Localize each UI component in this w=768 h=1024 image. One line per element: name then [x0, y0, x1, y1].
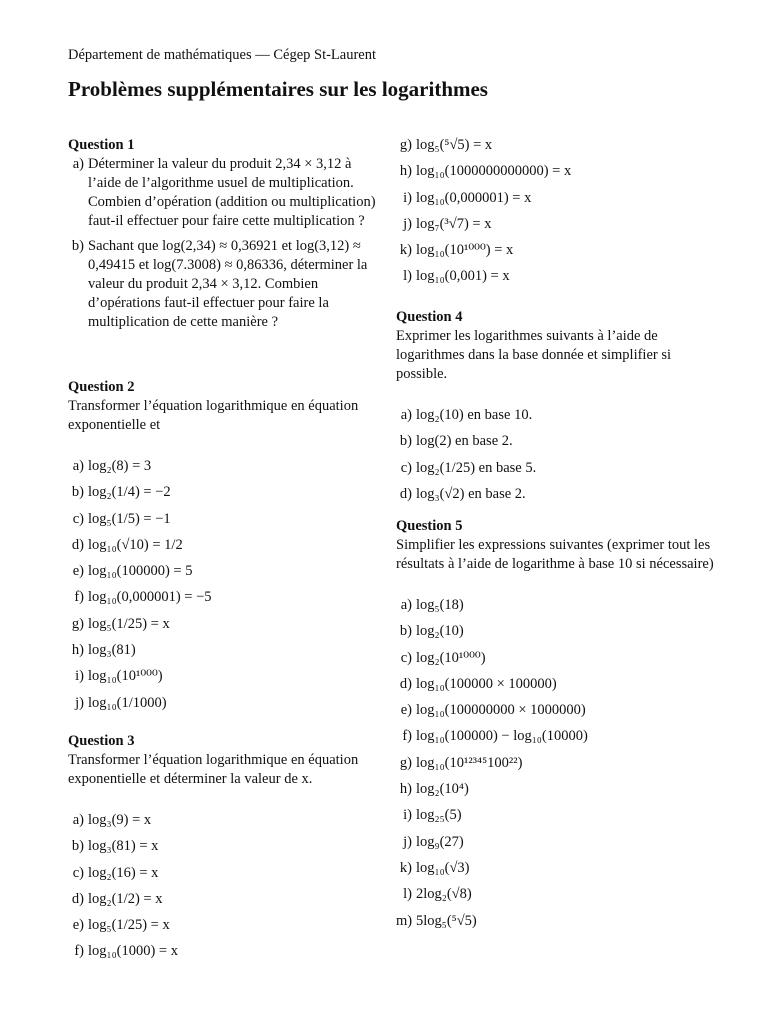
item-label: a): [72, 458, 84, 474]
item-text: 5log₅(⁵√5): [416, 912, 477, 929]
question-1-item: [68, 237, 376, 332]
item-label: i): [403, 189, 412, 206]
item-label: h): [399, 163, 412, 180]
question-3-item: [396, 263, 716, 289]
question-3-list: [68, 807, 376, 965]
item-text: log₅(1/25) = x: [88, 615, 170, 632]
question-2-heading: Question 2: [68, 379, 135, 395]
question-3-continued: [396, 132, 716, 290]
question-5-item: [396, 697, 716, 723]
question-5-item: [396, 881, 716, 907]
item-label: e): [72, 917, 84, 934]
item-label: b): [71, 238, 84, 254]
item-label: b): [71, 838, 84, 855]
page-header: Département de mathématiques — Cégep St-Laurent: [68, 47, 377, 63]
item-text: log₃(√2) en base 2.: [416, 485, 526, 502]
item-text: Déterminer la valeur du produit 2,34 × 3,12 à l’aide de l’algorithme usuel de multiplication. Combien d’opération (addition ou multiplication) faut-il effectuer pour faire cette multiplication ?: [88, 156, 376, 229]
question-3-item: [68, 938, 376, 964]
item-label: c): [72, 510, 84, 527]
question-1-list: [68, 155, 376, 332]
item-label: h): [399, 781, 412, 798]
question-3-item: [396, 211, 716, 237]
item-label: l): [403, 268, 412, 285]
item-text: log₁₀(100000) − log₁₀(10000): [416, 728, 588, 745]
item-label: l): [403, 886, 412, 903]
item-label: g): [399, 754, 412, 771]
item-text: log₁₀(100000) = 5: [88, 563, 193, 580]
question-3-item: [396, 237, 716, 263]
item-text: log₁₀(0,000001) = −5: [88, 589, 212, 606]
question-5-item: [396, 855, 716, 881]
item-text: log₃(81) = x: [88, 838, 159, 855]
item-text: log(2) en base 2.: [416, 433, 513, 450]
item-label: j): [403, 833, 412, 850]
question-4-item: [396, 428, 716, 454]
question-2-item: [68, 663, 376, 689]
question-2: [68, 378, 376, 716]
question-3-item: [68, 886, 376, 912]
item-text: log₅(18): [416, 597, 464, 613]
question-3-item: [68, 860, 376, 886]
item-text: log₁₀(0,000001) = x: [416, 189, 532, 206]
item-label: k): [399, 859, 412, 876]
item-text: log₅(1/25) = x: [88, 917, 170, 934]
item-text: log₂(1/4) = −2: [88, 484, 171, 501]
item-text: log₁₀(1000000000000) = x: [416, 163, 572, 180]
item-label: f): [74, 589, 84, 606]
item-label: i): [75, 668, 84, 685]
question-4-item: [396, 455, 716, 481]
question-2-item: [68, 690, 376, 716]
item-label: a): [72, 156, 84, 172]
item-text: log₁₀(10¹⁰⁰⁰): [88, 668, 163, 685]
item-text: log₂₅(5): [416, 807, 462, 824]
item-label: a): [400, 407, 412, 423]
item-label: m): [396, 912, 413, 929]
question-5-item: [396, 645, 716, 671]
item-label: e): [72, 563, 84, 580]
question-2-intro: Transformer l’équation logarithmique en équation exponentielle et: [68, 398, 359, 433]
question-2-item: [68, 584, 376, 610]
question-4-list: [396, 402, 716, 507]
question-5-item: [396, 592, 716, 618]
question-5-item: [396, 776, 716, 802]
item-label: g): [71, 615, 84, 632]
question-4-item: [396, 481, 716, 507]
question-5-item: [396, 671, 716, 697]
item-label: c): [400, 459, 412, 476]
item-label: e): [400, 702, 412, 719]
item-text: log₁₀(√10) = 1/2: [88, 536, 183, 553]
question-2-item: [68, 611, 376, 637]
question-3-item: [68, 807, 376, 833]
item-text: log₃(9) = x: [88, 812, 152, 828]
item-text: log₁₀(1/1000): [88, 694, 167, 711]
question-2-item: [68, 637, 376, 663]
question-5-item: [396, 618, 716, 644]
item-text: log₂(16) = x: [88, 864, 159, 881]
question-1-heading: Question 1: [68, 137, 135, 153]
item-label: d): [399, 485, 412, 502]
question-5: [396, 517, 716, 934]
item-label: c): [400, 649, 412, 666]
item-label: f): [74, 943, 84, 960]
page-title: Problèmes supplémentaires sur les logarithmes: [68, 77, 488, 101]
question-3-intro: Transformer l’équation logarithmique en équation exponentielle et déterminer la valeur de x.: [68, 752, 359, 787]
question-5-intro: Simplifier les expressions suivantes (exprimer tout les résultats à l’aide de logarithme à base 10 si nécessaire): [396, 537, 714, 572]
question-2-item: [68, 453, 376, 479]
item-label: d): [71, 890, 84, 907]
item-label: b): [399, 623, 412, 640]
item-label: i): [403, 807, 412, 824]
item-text: log₅(⁵√5) = x: [416, 137, 493, 153]
item-label: k): [399, 242, 412, 259]
question-5-heading: Question 5: [396, 518, 463, 534]
question-3-item: [396, 185, 716, 211]
question-5-item: [396, 908, 716, 934]
item-label: d): [399, 675, 412, 692]
question-4-intro: Exprimer les logarithmes suivants à l’aide de logarithmes dans la base donnée et simplifier si possible.: [396, 328, 672, 382]
question-3-item: [396, 158, 716, 184]
item-text: log₁₀(10¹²³⁴⁵100²²): [416, 754, 523, 771]
item-text: log₁₀(10¹⁰⁰⁰) = x: [416, 242, 514, 259]
item-label: h): [71, 642, 84, 659]
item-text: log₂(10) en base 10.: [416, 407, 533, 423]
question-1: [68, 136, 376, 338]
question-3: [68, 732, 376, 965]
question-2-item: [68, 506, 376, 532]
question-4-heading: Question 4: [396, 309, 463, 325]
item-text: log₁₀(0,001) = x: [416, 268, 510, 285]
item-label: g): [399, 137, 412, 153]
item-text: log₂(10⁴): [416, 781, 469, 798]
item-text: log₁₀(100000000 × 1000000): [416, 702, 586, 719]
item-label: c): [72, 864, 84, 881]
item-label: a): [72, 812, 84, 828]
question-5-list: [396, 592, 716, 934]
question-4: [396, 308, 716, 507]
question-3-item: [68, 833, 376, 859]
question-5-item: [396, 750, 716, 776]
item-label: b): [71, 484, 84, 501]
question-5-item: [396, 802, 716, 828]
question-1-item: [68, 155, 376, 231]
item-label: b): [399, 433, 412, 450]
item-text: log₁₀(1000) = x: [88, 943, 178, 960]
item-text: 2log₂(√8): [416, 886, 472, 903]
question-3-heading: Question 3: [68, 733, 135, 749]
question-2-item: [68, 532, 376, 558]
question-4-item: [396, 402, 716, 428]
question-3-list-continued: [396, 132, 716, 290]
item-text: log₇(³√7) = x: [416, 215, 492, 232]
item-text: log₁₀(√3): [416, 859, 470, 876]
question-2-list: [68, 453, 376, 716]
item-text: Sachant que log(2,34) ≈ 0,36921 et log(3,12) ≈ 0,49415 et log(7.3008) ≈ 0,86336, déterminer la valeur du produit 2,34 × 3,12. Combien d’opérations faut-il effectuer pour faire la multiplication de cette manière ?: [88, 238, 368, 330]
item-text: log₃(81): [88, 642, 136, 659]
question-3-item: [68, 912, 376, 938]
question-3-item: [396, 132, 716, 158]
question-2-item: [68, 479, 376, 505]
question-5-item: [396, 723, 716, 749]
item-label: j): [403, 215, 412, 232]
item-text: log₁₀(100000 × 100000): [416, 675, 557, 692]
item-label: f): [402, 728, 412, 745]
item-text: log₂(1/2) = x: [88, 890, 163, 907]
item-label: j): [75, 694, 84, 711]
item-text: log₂(10): [416, 623, 464, 640]
item-text: log₂(10¹⁰⁰⁰): [416, 649, 486, 666]
item-label: a): [400, 597, 412, 613]
item-text: log₂(1/25) en base 5.: [416, 459, 537, 476]
question-2-item: [68, 558, 376, 584]
item-text: log₅(1/5) = −1: [88, 510, 171, 527]
question-5-item: [396, 829, 716, 855]
item-label: d): [71, 536, 84, 553]
item-text: log₉(27): [416, 833, 464, 850]
item-text: log₂(8) = 3: [88, 458, 152, 474]
